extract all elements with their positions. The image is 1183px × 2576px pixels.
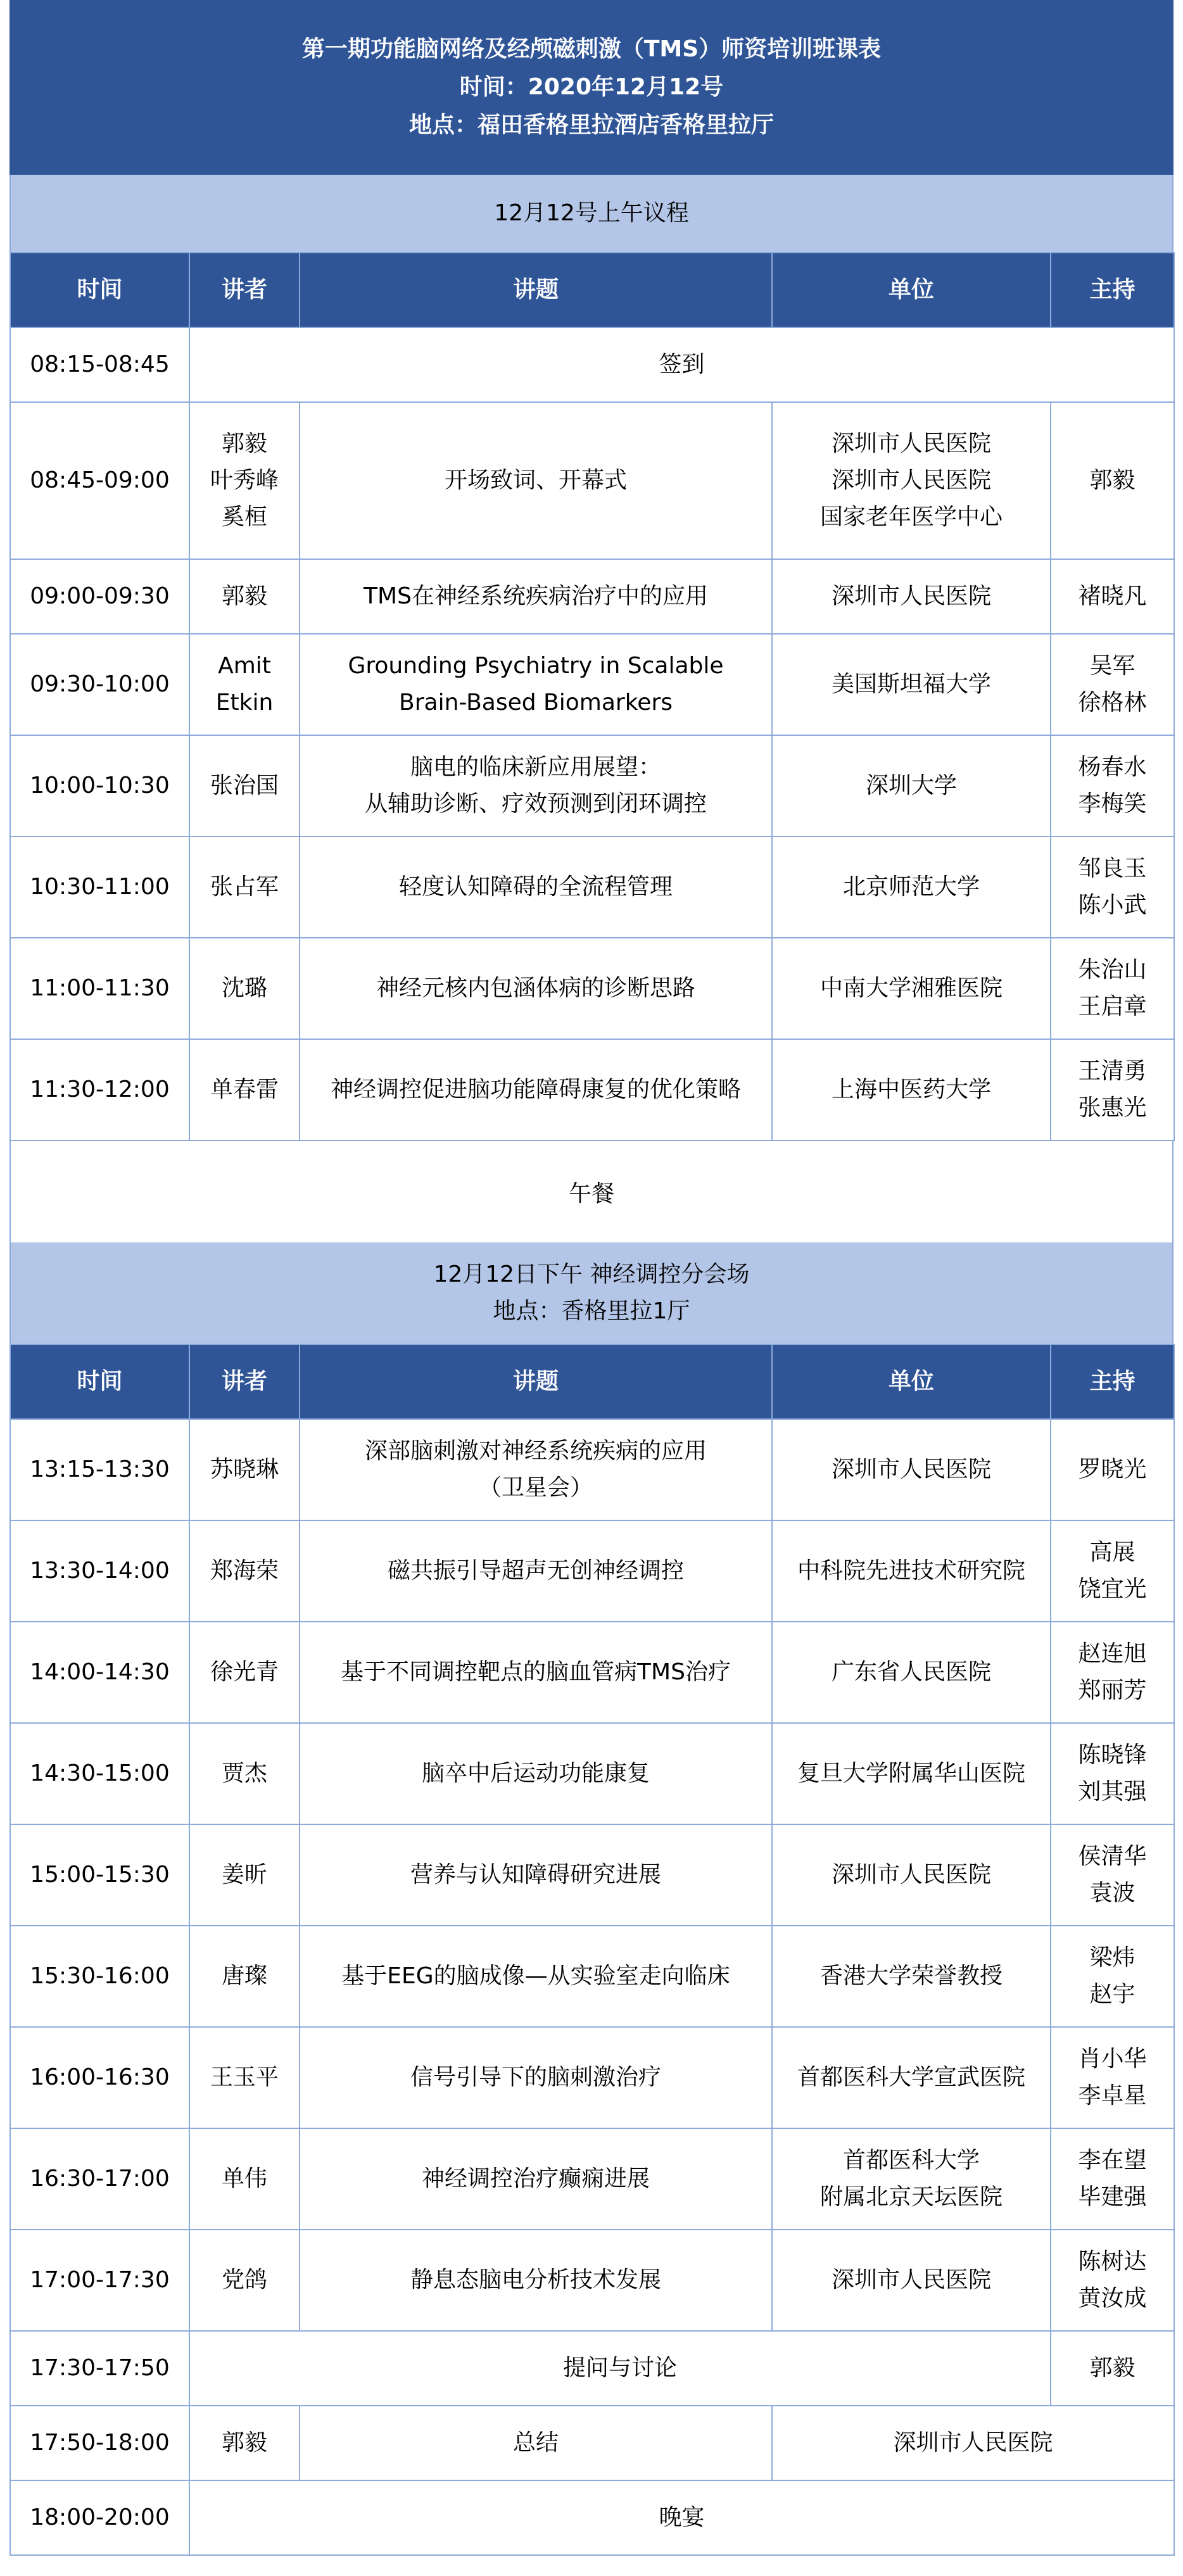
unit-cell xyxy=(772,938,1051,1039)
unit-cell-line: 美国斯坦福大学 xyxy=(831,671,991,697)
topic-cell-line: 营养与认知障碍研究进展 xyxy=(410,1862,661,1888)
table-row xyxy=(10,1039,1174,1140)
speaker-cell-line: 郑海荣 xyxy=(210,1558,279,1584)
speaker-cell-line: 张占军 xyxy=(210,874,279,900)
table-row xyxy=(10,1622,1174,1723)
unit-cell-line: 深圳市人民医院 xyxy=(831,1862,991,1888)
speaker-cell xyxy=(189,1419,300,1520)
topic-cell xyxy=(300,2027,772,2128)
host-cell xyxy=(1051,1824,1174,1926)
topic-cell xyxy=(300,402,772,559)
unit-cell xyxy=(772,2230,1051,2331)
unit-cell xyxy=(772,1622,1051,1723)
time-cell: 15:30-16:00 xyxy=(10,1926,189,2027)
speaker-cell-line: Etkin xyxy=(215,690,274,716)
host-cell-line: 侯清华 xyxy=(1078,1843,1147,1869)
speaker-cell-line: 张治国 xyxy=(210,773,279,799)
col-header-time: 时间 xyxy=(10,253,189,327)
lunch-label: 午餐 xyxy=(568,1180,614,1207)
host-cell-line: 袁波 xyxy=(1089,1880,1136,1906)
host-cell-line: 李卓星 xyxy=(1078,2083,1147,2109)
discussion-host: 郭毅 xyxy=(1051,2331,1174,2406)
host-cell xyxy=(1051,938,1174,1039)
host-cell xyxy=(1051,735,1174,837)
topic-cell-line: 静息态脑电分析技术发展 xyxy=(410,2267,661,2293)
host-cell xyxy=(1051,837,1174,938)
host-cell-line: 饶宜光 xyxy=(1078,1576,1147,1602)
topic-cell-line: TMS在神经系统疾病治疗中的应用 xyxy=(364,583,708,609)
dinner-time: 18:00-20:00 xyxy=(10,2480,189,2555)
time-cell: 13:15-13:30 xyxy=(10,1419,189,1520)
afternoon-section-title xyxy=(9,1242,1174,1344)
time-cell: 17:00-17:30 xyxy=(10,2230,189,2331)
host-cell-line: 赵连旭 xyxy=(1078,1641,1147,1667)
topic-cell xyxy=(300,837,772,938)
schedule-time: 时间：2020年12月12号 xyxy=(459,74,724,100)
unit-cell-line: 北京师范大学 xyxy=(842,874,980,900)
unit-cell-line: 深圳市人民医院 xyxy=(831,431,991,457)
topic-cell-line: Brain-Based Biomarkers xyxy=(399,690,673,716)
morning-table xyxy=(9,252,1175,1141)
topic-cell xyxy=(300,2230,772,2331)
host-cell-line: 毕建强 xyxy=(1078,2184,1147,2210)
host-cell xyxy=(1051,1419,1174,1520)
col-header-topic: 讲题 xyxy=(300,1344,772,1419)
unit-cell xyxy=(772,634,1051,735)
host-cell xyxy=(1051,1039,1174,1140)
time-cell: 11:00-11:30 xyxy=(10,938,189,1039)
summary-time: 17:50-18:00 xyxy=(10,2406,189,2480)
col-header-speaker: 讲者 xyxy=(189,1344,300,1419)
unit-cell-line: 附属北京天坛医院 xyxy=(819,2184,1003,2210)
unit-cell-line: 深圳市人民医院 xyxy=(831,1456,991,1482)
topic-cell-line: 轻度认知障碍的全流程管理 xyxy=(398,874,673,900)
topic-cell-line: 神经调控促进脑功能障碍康复的优化策略 xyxy=(330,1076,741,1102)
host-cell-line: 张惠光 xyxy=(1078,1095,1147,1121)
host-cell xyxy=(1051,402,1174,559)
topic-cell xyxy=(300,634,772,735)
time-cell: 09:00-09:30 xyxy=(10,559,189,634)
summary-unit: 深圳市人民医院 xyxy=(772,2406,1174,2480)
time-cell: 08:45-09:00 xyxy=(10,402,189,559)
host-cell-line: 邹良玉 xyxy=(1078,856,1147,881)
speaker-cell-line: 单伟 xyxy=(221,2166,267,2192)
time-cell: 15:00-15:30 xyxy=(10,1824,189,1926)
topic-cell xyxy=(300,735,772,837)
unit-cell-line: 中科院先进技术研究院 xyxy=(797,1558,1025,1584)
speaker-cell xyxy=(189,1520,300,1622)
host-cell-line: 褚晓凡 xyxy=(1078,583,1147,609)
table-row xyxy=(10,837,1174,938)
host-cell xyxy=(1051,1723,1174,1824)
time-cell: 11:30-12:00 xyxy=(10,1039,189,1140)
host-cell-line: 王清勇 xyxy=(1078,1058,1147,1084)
speaker-cell xyxy=(189,2230,300,2331)
unit-cell-line: 首都医科大学宣武医院 xyxy=(797,2064,1025,2090)
host-cell-line: 郑丽芳 xyxy=(1078,1677,1147,1703)
table-row xyxy=(10,1723,1174,1824)
speaker-cell xyxy=(189,1622,300,1723)
host-cell-line: 陈树达 xyxy=(1078,2249,1147,2275)
speaker-cell-line: 姜昕 xyxy=(221,1862,267,1888)
topic-cell xyxy=(300,1926,772,2027)
speaker-cell-line: 徐光青 xyxy=(210,1659,279,1685)
schedule-header xyxy=(9,0,1174,175)
time-cell: 16:00-16:30 xyxy=(10,2027,189,2128)
col-header-speaker: 讲者 xyxy=(189,253,300,327)
speaker-cell xyxy=(189,1039,300,1140)
afternoon-location: 地点：香格里拉1厅 xyxy=(493,1298,690,1324)
discussion-label: 提问与讨论 xyxy=(189,2331,1051,2406)
topic-cell xyxy=(300,1622,772,1723)
unit-cell-line: 广东省人民医院 xyxy=(831,1659,991,1685)
topic-cell-line: 磁共振引导超声无创神经调控 xyxy=(387,1558,684,1584)
host-cell xyxy=(1051,634,1174,735)
speaker-cell xyxy=(189,837,300,938)
table-row xyxy=(10,2230,1174,2331)
checkin-time: 08:15-08:45 xyxy=(10,327,189,402)
topic-cell xyxy=(300,1723,772,1824)
topic-cell-line: Grounding Psychiatry in Scalable xyxy=(348,653,724,679)
summary-speaker: 郭毅 xyxy=(189,2406,300,2480)
speaker-cell-line: Amit xyxy=(218,653,271,679)
table-row xyxy=(10,1824,1174,1926)
table-row xyxy=(10,2027,1174,2128)
unit-cell-line: 复旦大学附属华山医院 xyxy=(797,1760,1025,1786)
col-header-host: 主持 xyxy=(1051,1344,1174,1419)
host-cell-line: 杨春水 xyxy=(1078,754,1147,780)
topic-cell-line: 基于EEG的脑成像—从实验室走向临床 xyxy=(341,1963,730,1989)
speaker-cell-line: 贾杰 xyxy=(221,1760,267,1786)
table-row xyxy=(10,1520,1174,1622)
unit-cell xyxy=(772,1520,1051,1622)
unit-cell-line: 深圳市人民医院 xyxy=(831,2267,991,2293)
unit-cell-line: 上海中医药大学 xyxy=(831,1076,991,1102)
unit-cell xyxy=(772,735,1051,837)
topic-cell-line: 信号引导下的脑刺激治疗 xyxy=(410,2064,661,2090)
unit-cell xyxy=(772,2027,1051,2128)
host-cell-line: 黄汝成 xyxy=(1078,2285,1147,2311)
topic-cell-line: 脑电的临床新应用展望： xyxy=(410,754,661,780)
unit-cell xyxy=(772,402,1051,559)
unit-cell-line: 深圳市人民医院 xyxy=(831,467,991,493)
unit-cell-line: 中南大学湘雅医院 xyxy=(819,975,1003,1001)
speaker-cell-line: 郭毅 xyxy=(221,431,267,457)
checkin-row xyxy=(10,327,1174,402)
topic-cell-line: 神经元核内包涵体病的诊断思路 xyxy=(376,975,695,1001)
afternoon-title: 12月12日下午 神经调控分会场 xyxy=(433,1261,750,1287)
discussion-time: 17:30-17:50 xyxy=(10,2331,189,2406)
unit-cell xyxy=(772,837,1051,938)
table-row xyxy=(10,1926,1174,2027)
time-cell: 10:30-11:00 xyxy=(10,837,189,938)
host-cell xyxy=(1051,1926,1174,2027)
unit-cell-line: 深圳市人民医院 xyxy=(831,583,991,609)
speaker-cell xyxy=(189,735,300,837)
speaker-cell xyxy=(189,1824,300,1926)
table-row xyxy=(10,1419,1174,1520)
host-cell-line: 郭毅 xyxy=(1089,467,1136,493)
table-row xyxy=(10,938,1174,1039)
unit-cell-line: 深圳大学 xyxy=(865,773,957,799)
topic-cell xyxy=(300,2128,772,2230)
unit-cell xyxy=(772,559,1051,634)
table-row xyxy=(10,735,1174,837)
speaker-cell xyxy=(189,938,300,1039)
speaker-cell xyxy=(189,402,300,559)
schedule-title: 第一期功能脑网络及经颅磁刺激（TMS）师资培训班课表 xyxy=(301,36,882,62)
unit-cell xyxy=(772,1824,1051,1926)
table-row xyxy=(10,559,1174,634)
time-cell: 14:00-14:30 xyxy=(10,1622,189,1723)
speaker-cell-line: 单春雷 xyxy=(210,1076,279,1102)
host-cell-line: 王启章 xyxy=(1078,994,1147,1020)
speaker-cell xyxy=(189,1723,300,1824)
speaker-cell xyxy=(189,634,300,735)
host-cell-line: 李梅笑 xyxy=(1078,791,1147,817)
host-cell xyxy=(1051,1520,1174,1622)
host-cell-line: 梁炜 xyxy=(1089,1945,1136,1971)
host-cell-line: 刘其强 xyxy=(1078,1779,1147,1805)
unit-cell xyxy=(772,1723,1051,1824)
unit-cell xyxy=(772,1039,1051,1140)
host-cell-line: 徐格林 xyxy=(1078,690,1147,716)
unit-cell xyxy=(772,1419,1051,1520)
col-header-unit: 单位 xyxy=(772,1344,1051,1419)
speaker-cell-line: 唐璨 xyxy=(221,1963,267,1989)
speaker-cell xyxy=(189,1926,300,2027)
table-row xyxy=(10,634,1174,735)
time-cell: 13:30-14:00 xyxy=(10,1520,189,1622)
table-row xyxy=(10,2128,1174,2230)
host-cell xyxy=(1051,1622,1174,1723)
speaker-cell xyxy=(189,559,300,634)
host-cell-line: 肖小华 xyxy=(1078,2046,1147,2072)
host-cell-line: 李在望 xyxy=(1078,2147,1147,2173)
morning-title: 12月12号上午议程 xyxy=(494,200,689,226)
speaker-cell-line: 党鸽 xyxy=(221,2267,267,2293)
topic-cell-line: 深部脑刺激对神经系统疾病的应用 xyxy=(364,1438,707,1464)
host-cell xyxy=(1051,2027,1174,2128)
morning-section-title xyxy=(9,175,1174,252)
host-cell-line: 陈小武 xyxy=(1078,892,1147,918)
time-cell: 09:30-10:00 xyxy=(10,634,189,735)
col-header-topic: 讲题 xyxy=(300,253,772,327)
host-cell-line: 罗晓光 xyxy=(1078,1456,1147,1482)
host-cell xyxy=(1051,559,1174,634)
host-cell-line: 朱治山 xyxy=(1078,957,1147,983)
table-row xyxy=(10,402,1174,559)
topic-cell xyxy=(300,1520,772,1622)
summary-row xyxy=(10,2406,1174,2480)
dinner-row xyxy=(10,2480,1174,2555)
topic-cell-line: 基于不同调控靶点的脑血管病TMS治疗 xyxy=(341,1659,731,1685)
unit-cell-line: 香港大学荣誉教授 xyxy=(819,1963,1003,1989)
schedule-location: 地点：福田香格里拉酒店香格里拉厅 xyxy=(408,112,774,138)
speaker-cell-line: 王玉平 xyxy=(210,2064,279,2090)
host-cell xyxy=(1051,2230,1174,2331)
col-header-host: 主持 xyxy=(1051,253,1174,327)
topic-cell-line: 从辅助诊断、疗效预测到闭环调控 xyxy=(364,791,707,817)
afternoon-header-row xyxy=(10,1344,1174,1419)
topic-cell xyxy=(300,1419,772,1520)
schedule-sheet xyxy=(9,0,1174,2556)
topic-cell-line: 脑卒中后运动功能康复 xyxy=(421,1760,650,1786)
topic-cell xyxy=(300,559,772,634)
host-cell-line: 陈晓锋 xyxy=(1078,1742,1147,1768)
topic-cell-line: 神经调控治疗癫痫进展 xyxy=(421,2166,650,2192)
morning-header-row xyxy=(10,253,1174,327)
speaker-cell-line: 郭毅 xyxy=(221,583,267,609)
lunch-break xyxy=(9,1141,1174,1242)
summary-topic: 总结 xyxy=(300,2406,772,2480)
topic-cell xyxy=(300,1824,772,1926)
speaker-cell xyxy=(189,2128,300,2230)
unit-cell-line: 首都医科大学 xyxy=(842,2147,980,2173)
discussion-row xyxy=(10,2331,1174,2406)
time-cell: 16:30-17:00 xyxy=(10,2128,189,2230)
col-header-unit: 单位 xyxy=(772,253,1051,327)
speaker-cell xyxy=(189,2027,300,2128)
afternoon-table xyxy=(9,1344,1175,2556)
col-header-time: 时间 xyxy=(10,1344,189,1419)
unit-cell xyxy=(772,2128,1051,2230)
topic-cell xyxy=(300,938,772,1039)
unit-cell xyxy=(772,1926,1051,2027)
dinner-label: 晚宴 xyxy=(189,2480,1174,2555)
unit-cell-line: 国家老年医学中心 xyxy=(819,504,1003,530)
topic-cell xyxy=(300,1039,772,1140)
time-cell: 10:00-10:30 xyxy=(10,735,189,837)
host-cell-line: 高展 xyxy=(1089,1539,1136,1565)
topic-cell-line: 开场致词、开幕式 xyxy=(444,467,627,493)
time-cell: 14:30-15:00 xyxy=(10,1723,189,1824)
host-cell-line: 赵宇 xyxy=(1089,1981,1136,2007)
host-cell-line: 吴军 xyxy=(1089,653,1136,679)
topic-cell-line: （卫星会） xyxy=(478,1475,593,1501)
speaker-cell-line: 叶秀峰 xyxy=(210,467,279,493)
checkin-label: 签到 xyxy=(189,327,1174,402)
speaker-cell-line: 苏晓琳 xyxy=(210,1456,279,1482)
speaker-cell-line: 沈璐 xyxy=(221,975,267,1001)
speaker-cell-line: 奚桓 xyxy=(221,504,267,530)
host-cell xyxy=(1051,2128,1174,2230)
